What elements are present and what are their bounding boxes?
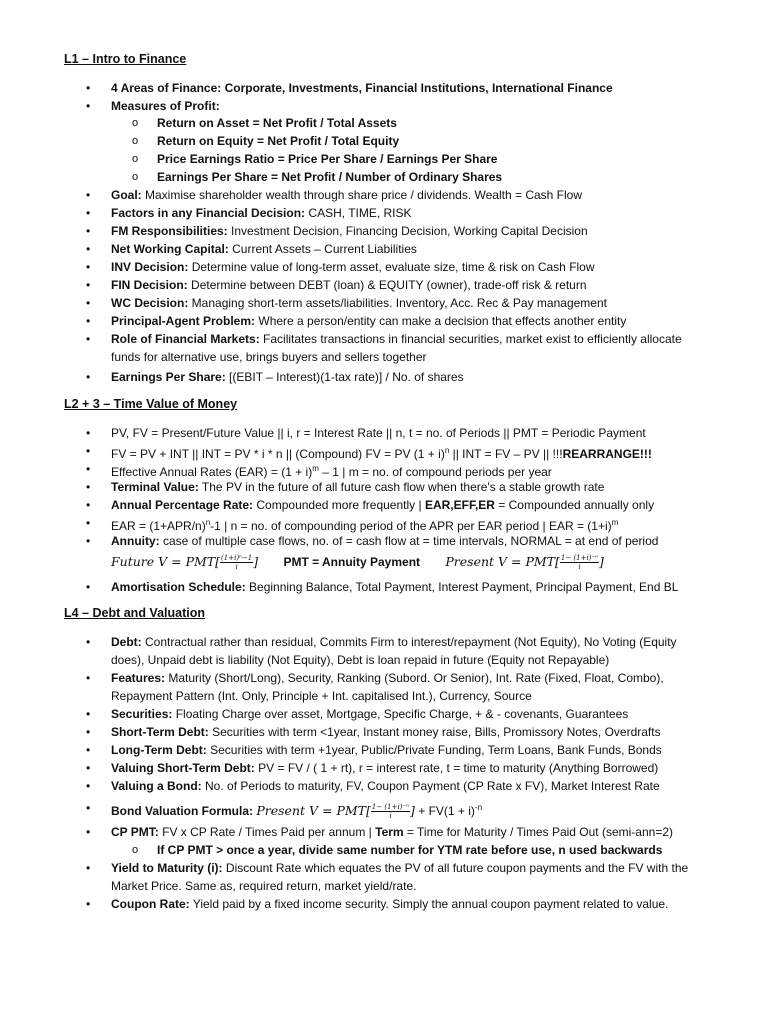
list-item: • 4 Areas of Finance: Corporate, Investments, Financial Institutions, International Finance <box>86 81 613 95</box>
list-item: • FM Responsibilities: Investment Decision, Financing Decision, Working Capital Decision <box>86 224 588 238</box>
bullet-icon: • <box>86 498 91 512</box>
bullet-icon: • <box>86 897 91 911</box>
bullet-icon: • <box>86 99 91 113</box>
list-item: • Debt: Contractual rather than residual, Commits Firm to interest/repayment (Not Equity), No Voting (Equity does), Unpaid debt is liability (Not Equity), Debt is loan repaid in future (Equity not Repayable) <box>86 635 677 667</box>
bullet-icon: • <box>86 725 91 739</box>
future-value-formula: Future V = PMT <box>111 554 216 569</box>
list-item: • FIN Decision: Determine between DEBT (loan) & EQUITY (owner), trade-off risk & return <box>86 278 587 292</box>
list-item: • CP PMT: FV x CP Rate / Times Paid per annum | Term = Time for Maturity / Times Paid Out (semi-ann=2) <box>86 825 673 839</box>
circle-bullet-icon: o <box>132 117 139 129</box>
bullet-icon: • <box>86 188 91 202</box>
bullet-icon: • <box>86 480 91 494</box>
bond-valuation-formula: Present V = PMT <box>256 803 366 818</box>
bullet-icon: • <box>86 332 91 346</box>
present-value-formula: Present V = PMT <box>445 554 556 569</box>
sub-list-item: o Price Earnings Ratio = Price Per Share / Earnings Per Share <box>132 152 498 166</box>
list-item: • Annual Percentage Rate: Compounded more frequently | EAR,EFF,ER = Compounded annually only <box>86 498 655 512</box>
sub-list-item: o If CP PMT > once a year, divide same number for YTM rate before use, n used backwards <box>132 843 663 857</box>
list-item: • Yield to Maturity (i): Discount Rate which equates the PV of all future coupon payments and the FV with the Market Price. Same as, required return, market yield/rate. <box>86 861 689 893</box>
bullet-icon: • <box>86 260 91 274</box>
sub-list-item: o Return on Equity = Net Profit / Total Equity <box>132 134 400 148</box>
bullet-icon: • <box>86 779 91 793</box>
list-item: • Role of Financial Markets: Facilitates transactions in financial securities, market exist to efficiently allocate funds for alternative use, brings buyers and sellers together <box>86 332 682 364</box>
circle-bullet-icon: o <box>132 171 139 183</box>
fraction: $\frac{\text{1− (1+i)⁻ⁿ}}{i}$ <box>371 803 409 821</box>
circle-bullet-icon: o <box>132 153 139 165</box>
list-item: • WC Decision: Managing short-term assets/liabilities. Inventory, Acc. Rec & Pay management <box>86 296 607 310</box>
list-item: • PV, FV = Present/Future Value || i, r = Interest Rate || n, t = no. of Periods || PMT = Periodic Payment <box>86 426 646 440</box>
list-item: • Principal-Agent Problem: Where a person/entity can make a decision that effects another entity <box>86 314 627 328</box>
bullet-icon: • <box>86 635 91 649</box>
list-item: • Measures of Profit: <box>86 99 220 113</box>
bullet-icon: • <box>86 861 91 875</box>
list-item: • INV Decision: Determine value of long-term asset, evaluate size, time & risk on Cash Flow <box>86 260 595 274</box>
bullet-icon: • <box>86 516 91 530</box>
bullet-icon: • <box>86 444 91 458</box>
sub-list-item: o Return on Asset = Net Profit / Total Assets <box>132 116 397 130</box>
list-item: • Short-Term Debt: Securities with term <1year, Instant money raise, Bills, Promissory Notes, Overdrafts <box>86 725 661 739</box>
list-item: • EAR = $(1+APR/n)^n-1$ | n = no. of compounding period of the APR per EAR period | EAR = $(1+i)^m$ <box>86 516 619 533</box>
bullet-icon: • <box>86 370 91 384</box>
bullet-icon: • <box>86 296 91 310</box>
bullet-icon: • <box>86 206 91 220</box>
list-item: • Coupon Rate: Yield paid by a fixed income security. Simply the annual coupon payment related to value. <box>86 897 669 911</box>
list-item: • Annuity: case of multiple case flows, no. of = cash flow at = time intervals, NORMAL = at end of period <box>86 534 659 548</box>
sub-list-item: o Earnings Per Share = Net Profit / Number of Ordinary Shares <box>132 170 503 184</box>
bullet-icon: • <box>86 81 91 95</box>
list-item: • Net Working Capital: Current Assets – Current Liabilities <box>86 242 417 256</box>
bullet-icon: • <box>86 462 91 476</box>
bullet-icon: • <box>86 534 91 548</box>
list-item: • Long-Term Debt: Securities with term +1year, Public/Private Funding, Term Loans, Bank Funds, Bonds <box>86 743 662 757</box>
section-heading-l4: L4 – Debt and Valuation <box>64 606 205 620</box>
bullet-icon: • <box>86 580 91 594</box>
bullet-icon: • <box>86 825 91 839</box>
bullet-icon: • <box>86 801 91 815</box>
list-item: • Effective Annual Rates $(EAR) = (1 + i)^m - 1$ | m = no. of compound periods per year <box>86 462 552 479</box>
list-item: • Factors in any Financial Decision: CASH, TIME, RISK <box>86 206 412 220</box>
section-heading-l2-3: L2 + 3 – Time Value of Money <box>64 397 238 411</box>
list-item: • FV = PV + INT || INT = PV * i * n || (Compound) FV = PV $(1 + i)^n$ || INT = FV – PV || !!!REARRANGE!!! <box>86 444 652 461</box>
bullet-icon: • <box>86 761 91 775</box>
list-item: • Earnings Per Share: [(EBIT – Interest)(1-tax rate)] / No. of shares <box>86 370 464 384</box>
bullet-icon: • <box>86 314 91 328</box>
bullet-icon: • <box>86 278 91 292</box>
list-item: • Goal: Maximise shareholder wealth through share price / dividends. Wealth = Cash Flow <box>86 188 582 202</box>
fraction: $\frac{\text{1− (1+i)⁻ⁿ}}{i}$ <box>560 554 599 572</box>
list-item: • Bond Valuation Formula: Present V = PMT[ $\frac{\text{1− (1+i)⁻ⁿ}}{i}$ ] + $FV(1 + i)^{-n}$ <box>86 797 726 822</box>
list-item: • Features: Maturity (Short/Long), Security, Ranking (Subord. Or Senior), Int. Rate (Fixed, Float, Combo), Repayment Pattern (Int. Only, Principle + Int. capitalised Int.), Currency, Source <box>86 671 664 703</box>
list-item: • Terminal Value: The PV in the future of all future cash flow when there's a stable growth rate <box>86 480 605 494</box>
list-item: • Valuing a Bond: No. of Periods to maturity, FV, Coupon Payment (CP Rate x FV), Market Interest Rate <box>86 779 660 793</box>
bullet-icon: • <box>86 707 91 721</box>
bullet-icon: • <box>86 426 91 440</box>
circle-bullet-icon: o <box>132 844 139 856</box>
circle-bullet-icon: o <box>132 135 139 147</box>
bullet-icon: • <box>86 743 91 757</box>
list-item: • Valuing Short-Term Debt: PV = FV / ( 1 + rt), r = interest rate, t = time to maturity (Anything Borrowed) <box>86 761 659 775</box>
bullet-icon: • <box>86 671 91 685</box>
annuity-formula-line: Future V = PMT[ $\frac{\text{(1+i)ⁿ−1}}{i}$ ] PMT = Annuity Payment Present V = PMT[ $\frac{\text{1− (1+i)⁻ⁿ}}{i}$ ] <box>111 554 604 572</box>
list-item: • Amortisation Schedule: Beginning Balance, Total Payment, Interest Payment, Principal Payment, End BL <box>86 580 679 594</box>
bullet-icon: • <box>86 242 91 256</box>
list-item: • Securities: Floating Charge over asset, Mortgage, Specific Charge, + & - covenants, Guarantees <box>86 707 629 721</box>
bullet-icon: • <box>86 224 91 238</box>
fraction: $\frac{\text{(1+i)ⁿ−1}}{i}$ <box>221 554 253 572</box>
section-heading-l1: L1 – Intro to Finance <box>64 52 187 66</box>
